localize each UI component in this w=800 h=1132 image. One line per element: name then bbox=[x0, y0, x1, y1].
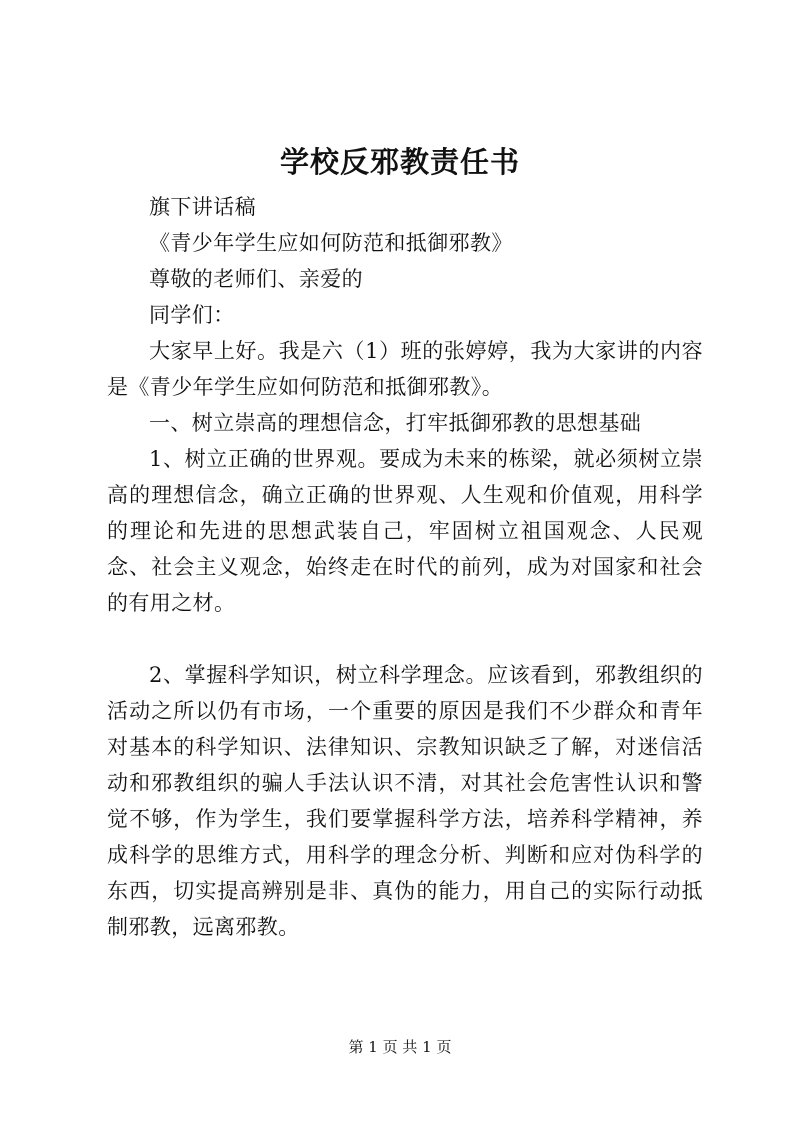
document-body bbox=[107, 189, 703, 945]
paragraph-intro: 大家早上好。我是六（1）班的张婷婷，我为大家讲的内容是《青少年学生应如何防范和抵御邪教》。 bbox=[107, 339, 703, 399]
paragraph-greeting-cont: 同学们： bbox=[149, 303, 235, 327]
paragraph-point-1: 1、树立正确的世界观。要成为未来的栋梁，就必须树立崇高的理想信念，确立正确的世界观、人生观和价值观，用科学的理论和先进的思想武装自己，牢固树立祖国观念、人民观念、社会主义观念，始终走在时代的前列，成为对国家和社会的有用之材。 bbox=[107, 447, 703, 615]
page-footer: 第 1 页 共 1 页 bbox=[348, 1038, 452, 1056]
paragraph-section-heading: 一、树立崇高的理想信念，打牢抵御邪教的思想基础 bbox=[149, 411, 642, 435]
paragraph-speech-type: 旗下讲话稿 bbox=[149, 195, 256, 219]
paragraph-point-2: 2、掌握科学知识，树立科学理念。应该看到，邪教组织的活动之所以仍有市场，一个重要的原因是我们不少群众和青年对基本的科学知识、法律知识、宗教知识缺乏了解，对迷信活动和邪教组织的骗人手法认识不清，对其社会危害性认识和警觉不够，作为学生，我们要掌握科学方法，培养科学精神，养成科学的思维方式，用科学的理念分析、判断和应对伪科学的东西，切实提高辨别是非、真伪的能力，用自己的实际行动抵制邪教，远离邪教。 bbox=[107, 663, 703, 939]
paragraph-greeting: 尊敬的老师们、亲爱的 bbox=[149, 267, 363, 291]
document-title: 学校反邪教责任书 bbox=[279, 145, 520, 179]
paragraph-speech-title: 《青少年学生应如何防范和抵御邪教》 bbox=[149, 231, 513, 255]
